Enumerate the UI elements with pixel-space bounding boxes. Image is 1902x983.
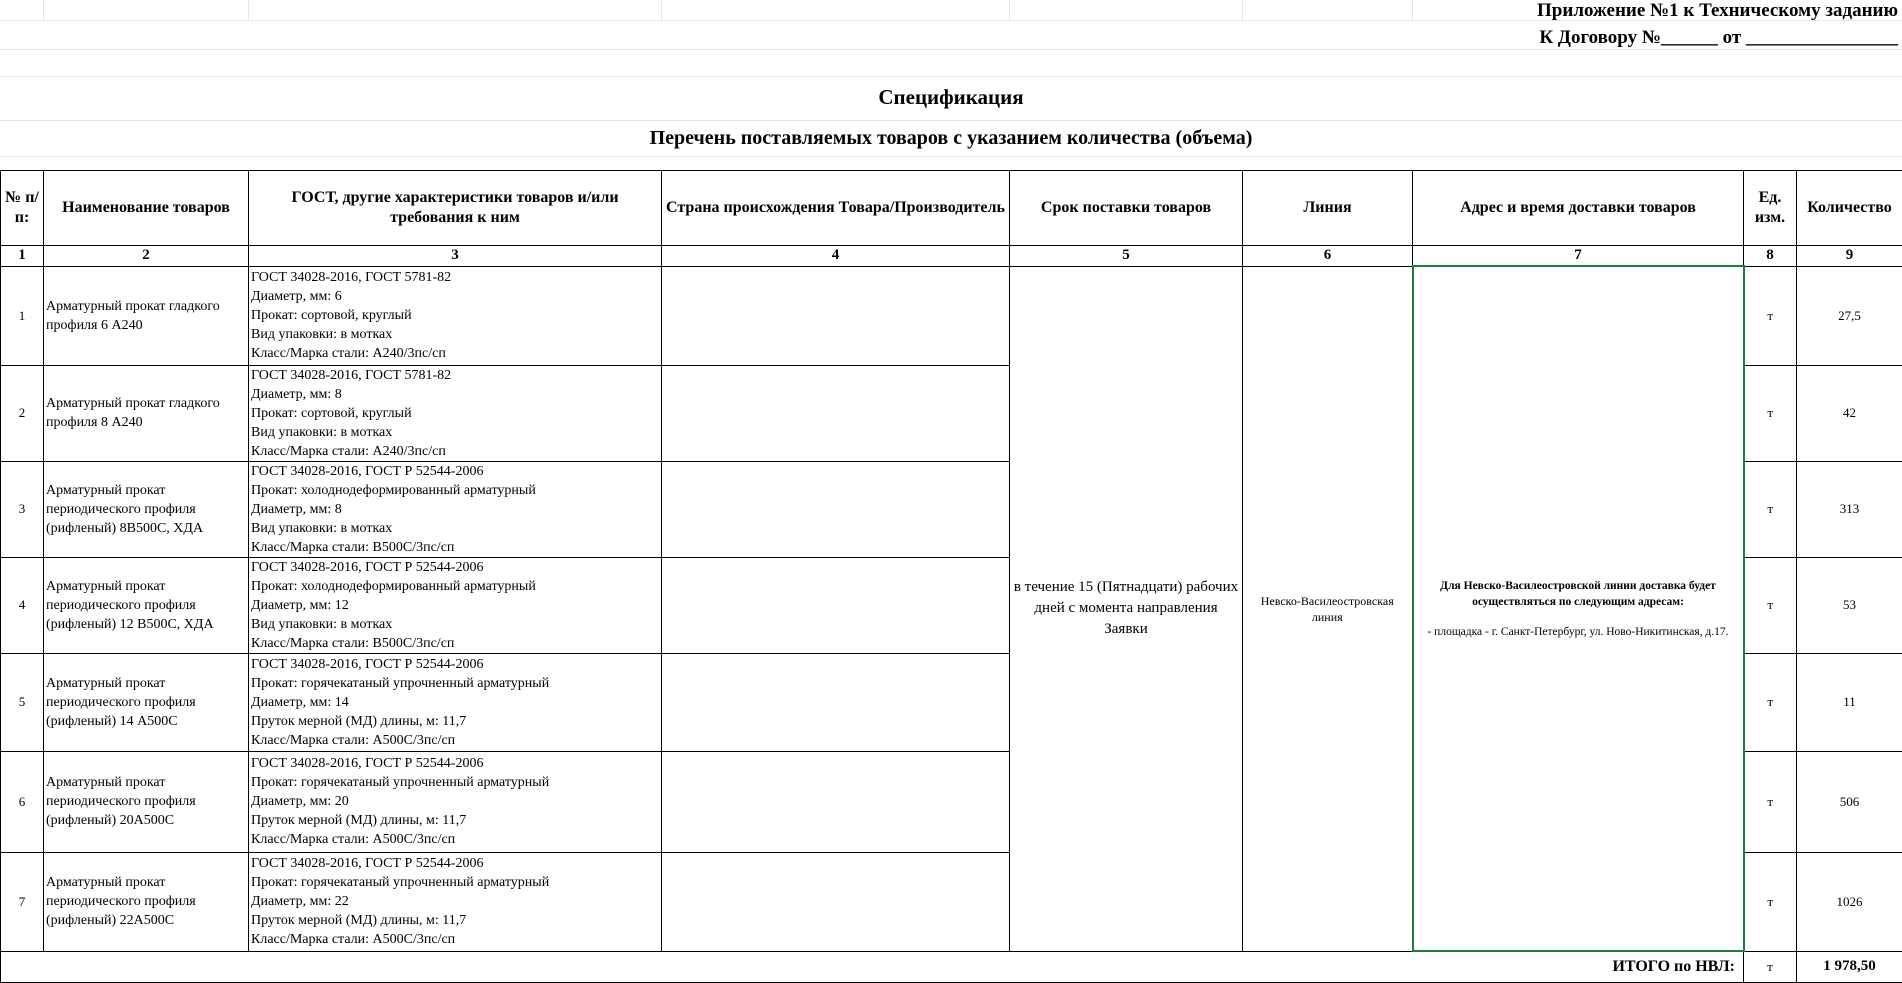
unit-cell: т (1744, 751, 1797, 852)
country-cell (662, 653, 1010, 751)
quantity-cell: 313 (1797, 461, 1902, 557)
col-header-line: Линия (1243, 171, 1413, 246)
spec-line: Пруток мерной (МД) длины, м: 11,7 (251, 712, 659, 731)
product-name: Арматурный прокат периодического профиля (рифленый) 22А500С (44, 852, 249, 951)
spec-line: ГОСТ 34028-2016, ГОСТ Р 52544-2006 (251, 854, 659, 873)
country-cell (662, 266, 1010, 365)
column-number-row (1, 246, 1902, 267)
country-cell (662, 557, 1010, 653)
spec-line: Диаметр, мм: 6 (251, 287, 659, 306)
unit-cell: т (1744, 852, 1797, 951)
line-name: Невско-Василеостровская линия (1243, 266, 1413, 951)
spec-line: Вид упаковки: в мотках (251, 423, 659, 442)
grid-line (0, 49, 1902, 50)
address-intro: Для Невско-Василеостровской линии доставка будет осуществляться по следующим адресам: (1416, 578, 1741, 610)
row-number: 7 (1, 852, 44, 951)
col-header-address: Адрес и время доставки товаров (1413, 171, 1744, 246)
total-label: ИТОГО по НВЛ: (1, 951, 1744, 983)
product-name: Арматурный прокат гладкого профиля 8 А240 (44, 365, 249, 461)
spec-line: Прокат: горячекатаный упрочненный арматурный (251, 674, 659, 693)
row-number: 3 (1, 461, 44, 557)
delivery-term: в течение 15 (Пятнадцати) рабочих дней с момента направления Заявки (1010, 266, 1243, 951)
column-number: 5 (1010, 246, 1243, 267)
spec-line: Класс/Марка стали: А240/3пс/сп (251, 442, 659, 461)
grid-line (1009, 0, 1010, 20)
spec-line: Класс/Марка стали: А240/3пс/сп (251, 344, 659, 363)
row-number: 4 (1, 557, 44, 653)
grid-line (0, 156, 1902, 157)
unit-cell: т (1744, 266, 1797, 365)
spec-line: Класс/Марка стали: А500С/3пс/сп (251, 830, 659, 849)
country-cell (662, 365, 1010, 461)
col-header-term: Срок поставки товаров (1010, 171, 1243, 246)
grid-line (43, 0, 44, 20)
product-specs (249, 266, 662, 365)
table-row (1, 266, 1902, 365)
product-specs (249, 557, 662, 653)
column-number: 9 (1797, 246, 1902, 267)
spec-line: Диаметр, мм: 22 (251, 892, 659, 911)
product-name: Арматурный прокат периодического профиля (рифленый) 14 А500С (44, 653, 249, 751)
col-header-country: Страна происхождения Товара/Производитель (662, 171, 1010, 246)
grid-line (0, 76, 1902, 77)
column-number: 4 (662, 246, 1010, 267)
spec-line: Диаметр, мм: 12 (251, 596, 659, 615)
contract-header: К Договору №______ от ________________ (1539, 27, 1898, 49)
product-name: Арматурный прокат периодического профиля (рифленый) 8В500С, ХДА (44, 461, 249, 557)
spec-line: Пруток мерной (МД) длины, м: 11,7 (251, 811, 659, 830)
column-number: 1 (1, 246, 44, 267)
spec-line: Диаметр, мм: 8 (251, 385, 659, 404)
spec-line: ГОСТ 34028-2016, ГОСТ Р 52544-2006 (251, 655, 659, 674)
spec-line: Класс/Марка стали: А500С/3пс/сп (251, 930, 659, 949)
unit-cell: т (1744, 653, 1797, 751)
product-specs (249, 461, 662, 557)
row-number: 1 (1, 266, 44, 365)
quantity-cell: 506 (1797, 751, 1902, 852)
total-value: 1 978,50 (1797, 951, 1902, 983)
product-specs (249, 653, 662, 751)
delivery-address (1413, 266, 1744, 951)
spec-line: Диаметр, мм: 20 (251, 792, 659, 811)
product-name: Арматурный прокат гладкого профиля 6 А240 (44, 266, 249, 365)
spec-line: ГОСТ 34028-2016, ГОСТ Р 52544-2006 (251, 558, 659, 577)
quantity-cell: 27,5 (1797, 266, 1902, 365)
column-number: 6 (1243, 246, 1413, 267)
quantity-cell: 53 (1797, 557, 1902, 653)
spec-line: Пруток мерной (МД) длины, м: 11,7 (251, 911, 659, 930)
column-number: 8 (1744, 246, 1797, 267)
page-title: Спецификация (0, 85, 1902, 110)
col-header-number: № п/п: (1, 171, 44, 246)
unit-cell: т (1744, 461, 1797, 557)
spec-line: Прокат: сортовой, круглый (251, 404, 659, 423)
grid-line (661, 0, 662, 20)
product-name: Арматурный прокат периодического профиля (рифленый) 20А500С (44, 751, 249, 852)
col-header-name: Наименование товаров (44, 171, 249, 246)
col-header-unit: Ед. изм. (1744, 171, 1797, 246)
table-header-row (1, 171, 1902, 246)
spec-line: Вид упаковки: в мотках (251, 325, 659, 344)
spec-line: Диаметр, мм: 8 (251, 500, 659, 519)
total-row (1, 951, 1902, 983)
row-number: 6 (1, 751, 44, 852)
country-cell (662, 751, 1010, 852)
address-item: - площадка - г. Санкт-Петербург, ул. Ново-Никитинская, д.17. (1416, 624, 1741, 640)
quantity-cell: 1026 (1797, 852, 1902, 951)
product-specs (249, 852, 662, 951)
col-header-quantity: Количество (1797, 171, 1902, 246)
spec-line: Прокат: сортовой, круглый (251, 306, 659, 325)
grid-line (0, 120, 1902, 121)
spec-line: Вид упаковки: в мотках (251, 615, 659, 634)
specification-table (0, 170, 1902, 983)
row-number: 2 (1, 365, 44, 461)
product-specs (249, 751, 662, 852)
spec-line: Класс/Марка стали: В500С/3пс/сп (251, 634, 659, 653)
spec-line: Прокат: горячекатаный упрочненный арматурный (251, 773, 659, 792)
grid-line (248, 0, 249, 20)
spec-line: Прокат: холоднодеформированный арматурный (251, 577, 659, 596)
unit-cell: т (1744, 557, 1797, 653)
quantity-cell: 42 (1797, 365, 1902, 461)
appendix-header: Приложение №1 к Техническому заданию (1537, 0, 1898, 22)
column-number: 3 (249, 246, 662, 267)
product-name: Арматурный прокат периодического профиля (рифленый) 12 В500С, ХДА (44, 557, 249, 653)
spec-line: ГОСТ 34028-2016, ГОСТ 5781-82 (251, 366, 659, 385)
unit-cell: т (1744, 365, 1797, 461)
product-specs (249, 365, 662, 461)
grid-line (1242, 0, 1243, 20)
total-unit: т (1744, 951, 1797, 983)
page-subtitle: Перечень поставляемых товаров с указанием количества (объема) (0, 127, 1902, 150)
column-number: 2 (44, 246, 249, 267)
row-number: 5 (1, 653, 44, 751)
col-header-gost: ГОСТ, другие характеристики товаров и/или требования к ним (249, 171, 662, 246)
column-number: 7 (1413, 246, 1744, 267)
spec-line: Вид упаковки: в мотках (251, 519, 659, 538)
quantity-cell: 11 (1797, 653, 1902, 751)
spec-line: ГОСТ 34028-2016, ГОСТ Р 52544-2006 (251, 462, 659, 481)
spec-line: ГОСТ 34028-2016, ГОСТ 5781-82 (251, 268, 659, 287)
spec-line: Прокат: горячекатаный упрочненный арматурный (251, 873, 659, 892)
spec-line: Класс/Марка стали: А500С/3пс/сп (251, 731, 659, 750)
spec-line: Класс/Марка стали: В500С/3пс/сп (251, 538, 659, 557)
spec-line: Диаметр, мм: 14 (251, 693, 659, 712)
grid-line (1412, 0, 1413, 20)
spec-line: Прокат: холоднодеформированный арматурный (251, 481, 659, 500)
spec-line: ГОСТ 34028-2016, ГОСТ Р 52544-2006 (251, 754, 659, 773)
country-cell (662, 852, 1010, 951)
country-cell (662, 461, 1010, 557)
